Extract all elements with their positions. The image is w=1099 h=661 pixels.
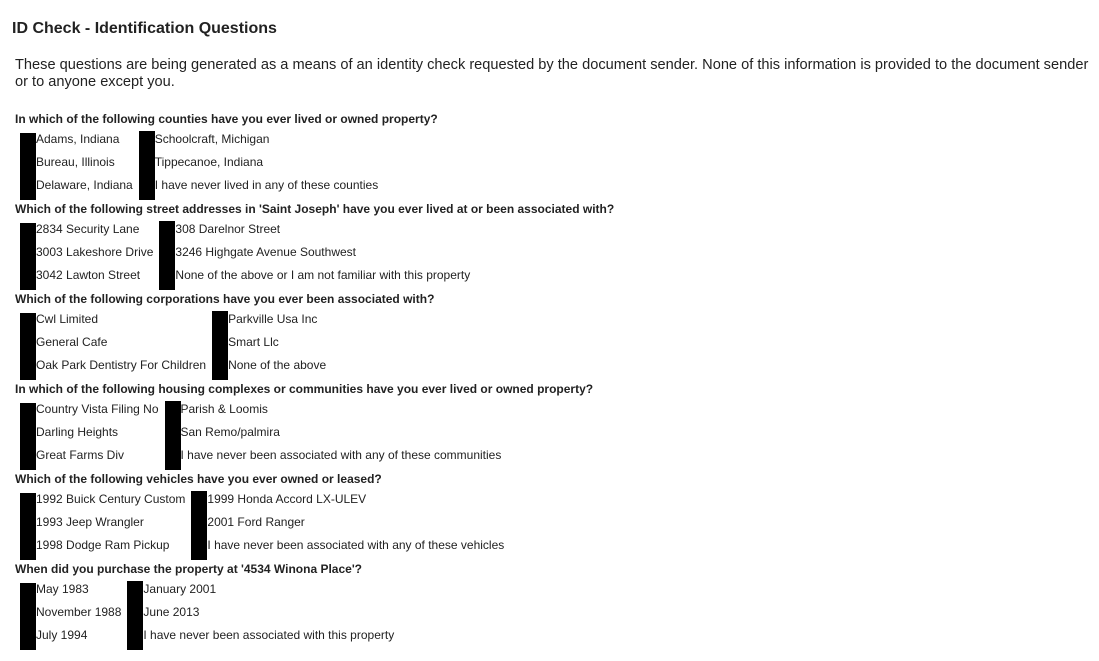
answer-option[interactable] xyxy=(20,627,127,650)
radio-button[interactable] xyxy=(20,357,36,380)
answer-options xyxy=(20,401,507,470)
question-block xyxy=(15,561,1095,651)
answer-label: 1999 Honda Accord LX-ULEV xyxy=(207,492,367,506)
answer-option[interactable] xyxy=(20,177,139,200)
radio-button[interactable] xyxy=(20,403,36,424)
answer-column xyxy=(20,491,191,560)
radio-button[interactable] xyxy=(20,267,36,290)
answer-option[interactable] xyxy=(212,334,332,357)
answer-label: Country Vista Filing No xyxy=(36,402,159,416)
answer-label: I have never lived in any of these counties xyxy=(154,178,379,192)
answer-label: Tippecanoe, Indiana xyxy=(154,155,264,169)
question-text: Which of the following corporations have you ever been associated with? xyxy=(15,292,435,306)
radio-button[interactable] xyxy=(20,424,36,447)
answer-options xyxy=(20,131,384,200)
answer-option[interactable] xyxy=(139,131,384,154)
answer-option[interactable] xyxy=(20,447,165,470)
answer-label: General Cafe xyxy=(36,335,108,349)
answer-option[interactable] xyxy=(127,581,400,604)
answer-label: None of the above or I am not familiar with this property xyxy=(175,268,471,282)
question-block xyxy=(15,471,1095,561)
radio-button[interactable] xyxy=(212,334,228,357)
answer-option[interactable] xyxy=(191,491,510,514)
radio-button[interactable] xyxy=(20,583,36,604)
radio-button[interactable] xyxy=(127,627,143,650)
answer-label: I have never been associated with this property xyxy=(143,628,395,642)
radio-button[interactable] xyxy=(159,244,175,267)
answer-option[interactable] xyxy=(127,627,400,650)
answer-label: Delaware, Indiana xyxy=(36,178,133,192)
radio-button[interactable] xyxy=(159,267,175,290)
question-text: In which of the following counties have you ever lived or owned property? xyxy=(15,112,438,126)
question-list xyxy=(15,111,1095,651)
answer-label: 308 Darelnor Street xyxy=(175,222,281,236)
radio-button[interactable] xyxy=(20,334,36,357)
intro-text: These questions are being generated as a means of an identity check requested by the document sender. None of this information is provided to the document sender or to anyone except you. xyxy=(15,57,1089,90)
answer-label: Darling Heights xyxy=(36,425,119,439)
radio-button[interactable] xyxy=(139,131,155,154)
answer-option[interactable] xyxy=(139,154,384,177)
answer-label: 2834 Security Lane xyxy=(36,222,140,236)
answer-option[interactable] xyxy=(20,334,212,357)
radio-button[interactable] xyxy=(191,491,207,514)
answer-label: January 2001 xyxy=(143,582,217,596)
answer-column xyxy=(212,311,332,380)
answer-label: Adams, Indiana xyxy=(36,132,120,146)
radio-button[interactable] xyxy=(20,133,36,154)
answer-option[interactable] xyxy=(20,537,191,560)
radio-button[interactable] xyxy=(20,313,36,334)
answer-option[interactable] xyxy=(127,604,400,627)
answer-column xyxy=(20,221,159,290)
answer-label: 1993 Jeep Wrangler xyxy=(36,515,144,529)
answer-label: May 1983 xyxy=(36,582,89,596)
radio-button[interactable] xyxy=(191,537,207,560)
answer-option[interactable] xyxy=(159,267,476,290)
answer-label: November 1988 xyxy=(36,605,122,619)
radio-button[interactable] xyxy=(165,401,181,424)
question-block xyxy=(15,111,1095,201)
answer-option[interactable] xyxy=(20,267,159,290)
answer-column xyxy=(165,401,508,470)
radio-button[interactable] xyxy=(20,223,36,244)
answer-option[interactable] xyxy=(20,221,159,244)
answer-option[interactable] xyxy=(191,514,510,537)
answer-label: 3042 Lawton Street xyxy=(36,268,141,282)
answer-option[interactable] xyxy=(20,424,165,447)
answer-label: Schoolcraft, Michigan xyxy=(154,132,270,146)
answer-option[interactable] xyxy=(20,514,191,537)
answer-option[interactable] xyxy=(165,447,508,470)
answer-column xyxy=(139,131,384,200)
question-text: Which of the following vehicles have you ever owned or leased? xyxy=(15,472,382,486)
answer-option[interactable] xyxy=(165,401,508,424)
answer-label: I have never been associated with any of these vehicles xyxy=(207,538,505,552)
answer-label: Oak Park Dentistry For Children xyxy=(36,358,207,372)
answer-option[interactable] xyxy=(20,401,165,424)
radio-button[interactable] xyxy=(20,514,36,537)
radio-button[interactable] xyxy=(191,514,207,537)
radio-button[interactable] xyxy=(20,447,36,470)
answer-column xyxy=(20,401,165,470)
answer-column xyxy=(191,491,510,560)
answer-options xyxy=(20,311,332,380)
radio-button[interactable] xyxy=(165,447,181,470)
answer-column xyxy=(20,311,212,380)
answer-label: San Remo/palmira xyxy=(180,425,280,439)
answer-column xyxy=(127,581,400,650)
answer-label: 3246 Highgate Avenue Southwest xyxy=(175,245,356,259)
answer-option[interactable] xyxy=(20,131,139,154)
answer-option[interactable] xyxy=(20,244,159,267)
radio-button[interactable] xyxy=(20,604,36,627)
answer-label: Smart Llc xyxy=(228,335,279,349)
answer-label: Parkville Usa Inc xyxy=(228,312,318,326)
radio-button[interactable] xyxy=(212,311,228,334)
answer-options xyxy=(20,581,400,650)
radio-button[interactable] xyxy=(20,154,36,177)
page-title: ID Check - Identification Questions xyxy=(12,20,277,37)
answer-option[interactable] xyxy=(191,537,510,560)
radio-button[interactable] xyxy=(165,424,181,447)
radio-button[interactable] xyxy=(20,537,36,560)
answer-option[interactable] xyxy=(20,491,191,514)
answer-label: Great Farms Div xyxy=(36,448,125,462)
answer-option[interactable] xyxy=(20,581,127,604)
question-text: When did you purchase the property at '4534 Winona Place'? xyxy=(15,562,363,576)
answer-option[interactable] xyxy=(165,424,508,447)
question-text: Which of the following street addresses in 'Saint Joseph' have you ever lived at or been associated with? xyxy=(15,202,615,216)
answer-option[interactable] xyxy=(212,357,332,380)
question-text: In which of the following housing complexes or communities have you ever lived or owned property? xyxy=(15,382,594,396)
answer-label: 1992 Buick Century Custom xyxy=(36,492,186,506)
radio-button[interactable] xyxy=(139,154,155,177)
radio-button[interactable] xyxy=(127,604,143,627)
answer-column xyxy=(159,221,476,290)
question-block xyxy=(15,291,1095,381)
answer-label: Cwl Limited xyxy=(36,312,99,326)
radio-button[interactable] xyxy=(159,221,175,244)
answer-option[interactable] xyxy=(139,177,384,200)
answer-label: Bureau, Illinois xyxy=(36,155,115,169)
answer-column xyxy=(20,581,127,650)
answer-option[interactable] xyxy=(212,311,332,334)
answer-option[interactable] xyxy=(20,154,139,177)
radio-button[interactable] xyxy=(127,581,143,604)
radio-button[interactable] xyxy=(212,357,228,380)
answer-label: I have never been associated with any of these communities xyxy=(180,448,502,462)
answer-label: Parish & Loomis xyxy=(180,402,268,416)
answer-options xyxy=(20,221,476,290)
answer-label: July 1994 xyxy=(36,628,88,642)
answer-column xyxy=(20,131,139,200)
answer-label: 2001 Ford Ranger xyxy=(207,515,305,529)
radio-button[interactable] xyxy=(20,244,36,267)
answer-option[interactable] xyxy=(20,604,127,627)
answer-option[interactable] xyxy=(159,244,476,267)
radio-button[interactable] xyxy=(139,177,155,200)
answer-label: 3003 Lakeshore Drive xyxy=(36,245,154,259)
answer-label: 1998 Dodge Ram Pickup xyxy=(36,538,170,552)
radio-button[interactable] xyxy=(20,493,36,514)
answer-option[interactable] xyxy=(159,221,476,244)
answer-option[interactable] xyxy=(20,357,212,380)
question-block xyxy=(15,201,1095,291)
answer-option[interactable] xyxy=(20,311,212,334)
answer-options xyxy=(20,491,510,560)
question-block xyxy=(15,381,1095,471)
radio-button[interactable] xyxy=(20,177,36,200)
radio-button[interactable] xyxy=(20,627,36,650)
answer-label: June 2013 xyxy=(143,605,200,619)
answer-label: None of the above xyxy=(228,358,327,372)
